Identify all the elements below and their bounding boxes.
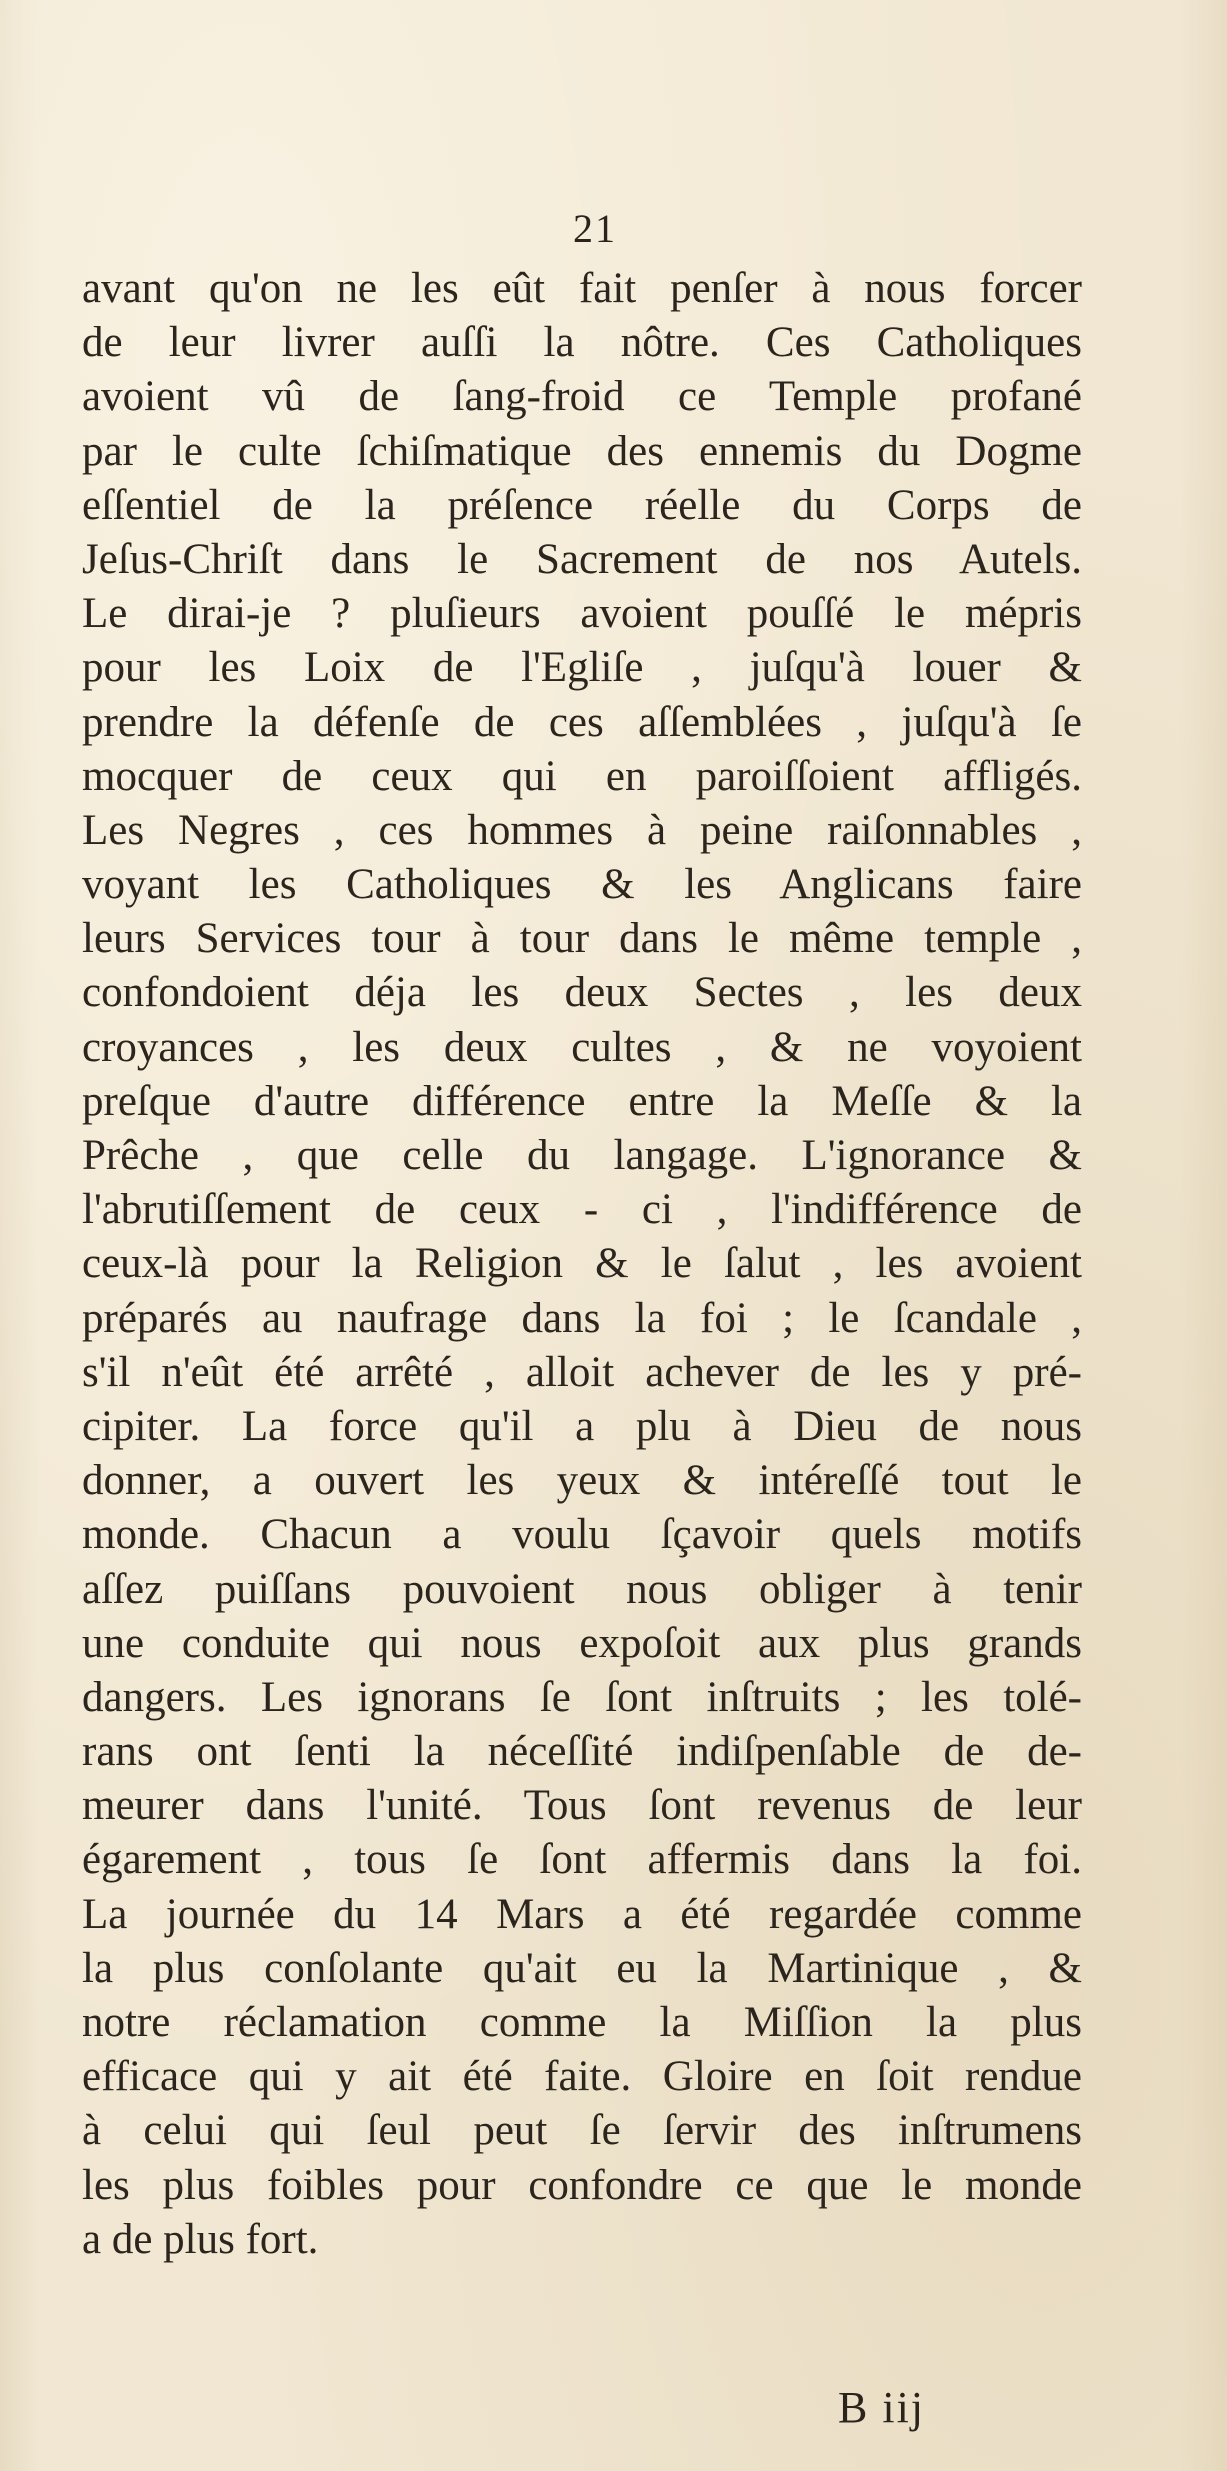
body-text bbox=[82, 262, 1082, 2267]
text-line: rans ont ſenti la néceſſité indiſpenſable de de- bbox=[82, 1728, 1082, 1776]
text-line: confondoient déja les deux Sectes , les deux bbox=[82, 969, 1082, 1017]
text-line: la plus conſolante qu'ait eu la Martinique , & bbox=[82, 1944, 1082, 1992]
text-line: Prêche , que celle du langage. L'ignorance & bbox=[82, 1132, 1082, 1179]
text-line: Les Negres , ces hommes à peine raiſonnables , bbox=[82, 806, 1082, 854]
text-line: par le culte ſchiſmatique des ennemis du Dogme bbox=[82, 427, 1082, 475]
text-line: s'il n'eût été arrêté , alloit achever de les y pré- bbox=[82, 1348, 1082, 1396]
text-line: pour les Loix de l'Egliſe , juſqu'à louer & bbox=[82, 644, 1082, 692]
signature-mark: B iij bbox=[838, 2383, 926, 2432]
text-line: avant qu'on ne les eût fait penſer à nous forcer bbox=[82, 265, 1082, 312]
text-line: monde. Chacun a voulu ſçavoir quels motifs bbox=[82, 1511, 1082, 1559]
text-line: égarement , tous ſe ſont affermis dans la foi. bbox=[82, 1836, 1082, 1884]
text-line: eſſentiel de la préſence réelle du Corps de bbox=[82, 481, 1082, 529]
text-line: leurs Services tour à tour dans le même temple , bbox=[82, 915, 1082, 963]
text-line: ceux-là pour la Religion & le ſalut , les avoient bbox=[82, 1240, 1082, 1288]
text-line: de leur livrer auſſi la nôtre. Ces Catholiques bbox=[82, 319, 1082, 367]
text-line: dangers. Les ignorans ſe ſont inſtruits ; les tolé- bbox=[82, 1673, 1082, 1721]
text-line: avoient vû de ſang-froid ce Temple profané bbox=[82, 373, 1082, 421]
text-line: mocquer de ceux qui en paroiſſoient affligés. bbox=[82, 752, 1082, 800]
text-line: Jeſus-Chriſt dans le Sacrement de nos Autels. bbox=[82, 535, 1082, 583]
text-line: Le dirai-je ? pluſieurs avoient pouſſé le mépris bbox=[82, 590, 1082, 638]
text-line: preſque d'autre différence entre la Meſſe & la bbox=[82, 1077, 1082, 1125]
text-line: préparés au naufrage dans la foi ; le ſcandale , bbox=[82, 1294, 1082, 1342]
text-line: La journée du 14 Mars a été regardée comme bbox=[82, 1890, 1082, 1938]
text-line: croyances , les deux cultes , & ne voyoient bbox=[82, 1023, 1082, 1071]
text-line: cipiter. La force qu'il a plu à Dieu de nous bbox=[82, 1402, 1082, 1450]
text-line: l'abrutiſſement de ceux - ci , l'indifférence de bbox=[82, 1186, 1082, 1234]
text-line: a de plus fort. bbox=[82, 2215, 319, 2263]
text-line: aſſez puiſſans pouvoient nous obliger à tenir bbox=[82, 1565, 1082, 1613]
text-line: notre réclamation comme la Miſſion la plus bbox=[82, 1999, 1082, 2046]
text-line: les plus foibles pour confondre ce que le monde bbox=[82, 2161, 1082, 2209]
text-line: meurer dans l'unité. Tous ſont revenus de leur bbox=[82, 1782, 1082, 1830]
page-number: 21 bbox=[573, 206, 617, 251]
text-line: une conduite qui nous expoſoit aux plus grands bbox=[82, 1619, 1082, 1667]
text-line: prendre la défenſe de ces aſſemblées , juſqu'à ſe bbox=[82, 698, 1082, 746]
text-line: voyant les Catholiques & les Anglicans faire bbox=[82, 861, 1082, 909]
text-line: à celui qui ſeul peut ſe ſervir des inſtrumens bbox=[82, 2107, 1082, 2155]
text-line: efficace qui y ait été faite. Gloire en ſoit rendue bbox=[82, 2053, 1082, 2101]
text-line: donner, a ouvert les yeux & intéreſſé tout le bbox=[82, 1457, 1082, 1505]
